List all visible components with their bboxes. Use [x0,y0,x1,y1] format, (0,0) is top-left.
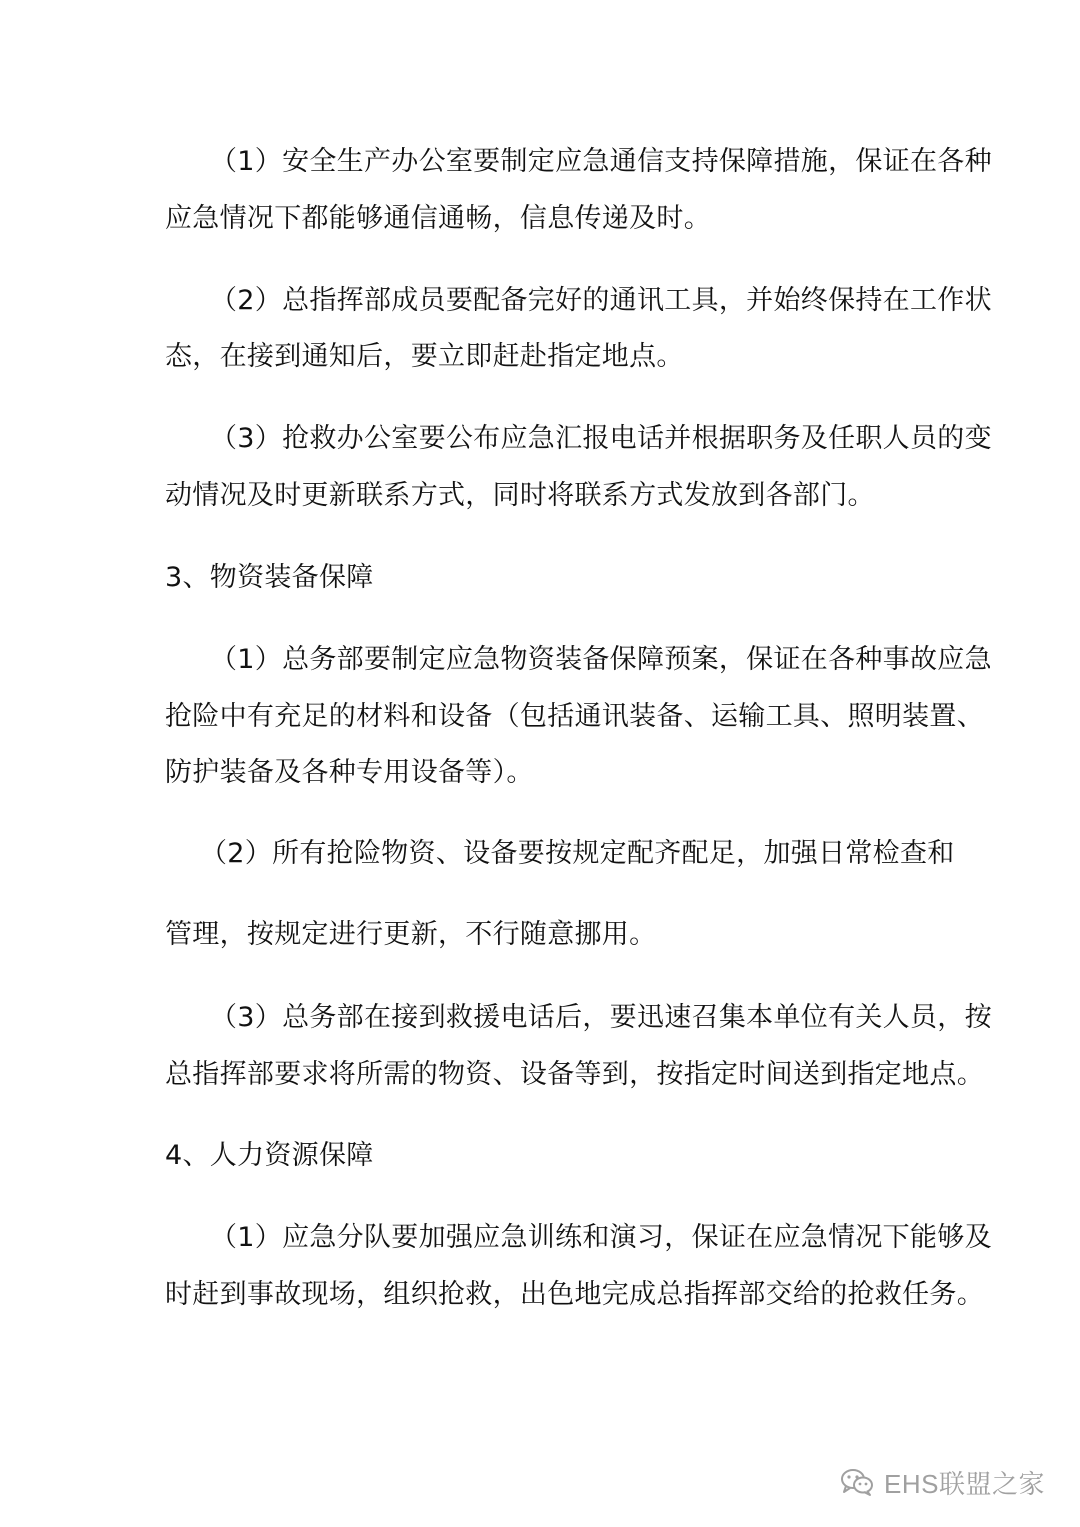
watermark [840,1462,1045,1502]
paragraph-line: 防护装备及各种专用设备等）。 [165,757,534,788]
paragraph-line: 应急情况下都能够通信通畅，信息传递及时。 [165,203,711,234]
paragraph-line: （2）所有抢险物资、设备要按规定配齐配足，加强日常检查和 [200,838,955,869]
section-heading: 4、人力资源保障 [165,1140,374,1171]
paragraph-line: （2）总指挥部成员要配备完好的通讯工具，并始终保持在工作状 [210,285,992,316]
wechat-icon [840,1467,874,1497]
paragraph-line: 总指挥部要求将所需的物资、设备等到，按指定时间送到指定地点。 [165,1059,984,1090]
paragraph-line: 时赶到事故现场，组织抢救，出色地完成总指挥部交给的抢救任务。 [165,1279,984,1310]
paragraph-line: 管理，按规定进行更新，不行随意挪用。 [165,919,657,950]
paragraph-line: 态，在接到通知后，要立即赶赴指定地点。 [165,341,684,372]
section-heading: 3、物资装备保障 [165,562,374,593]
paragraph-line: 动情况及时更新联系方式，同时将联系方式发放到各部门。 [165,480,875,511]
paragraph-line: （1）安全生产办公室要制定应急通信支持保障措施，保证在各种 [210,146,992,177]
paragraph-line: （1）总务部要制定应急物资装备保障预案，保证在各种事故应急 [210,644,992,675]
paragraph-line: （3）抢救办公室要公布应急汇报电话并根据职务及任职人员的变 [210,423,992,454]
paragraph-line: （3）总务部在接到救援电话后，要迅速召集本单位有关人员，按 [210,1002,992,1033]
paragraph-line: （1）应急分队要加强应急训练和演习，保证在应急情况下能够及 [210,1222,992,1253]
paragraph-line: 抢险中有充足的材料和设备（包括通讯装备、运输工具、照明装置、 [165,701,984,732]
watermark-text: EHS联盟之家 [884,1468,1045,1499]
